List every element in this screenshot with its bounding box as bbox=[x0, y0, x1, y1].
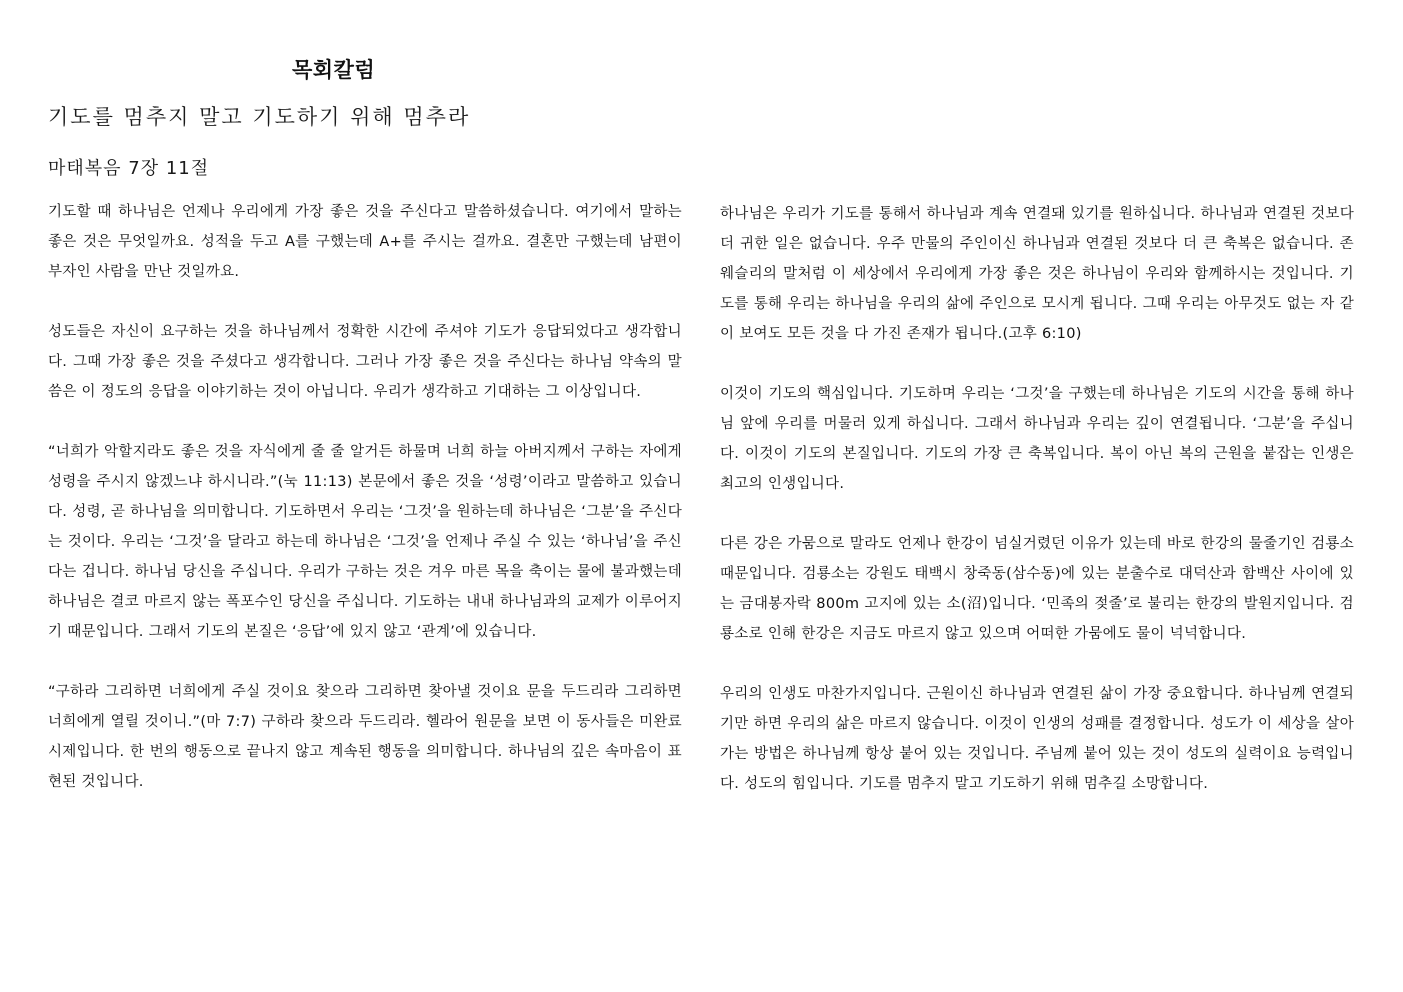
paragraph: “너희가 악할지라도 좋은 것을 자식에게 줄 줄 알거든 하물며 너희 하늘 아버지께서 구하는 자에게 성령을 주시지 않겠느냐 하시니라.”(눅 11:13) 본문에서 좋은 것을 ‘성령’이라고 말씀하고 있습니다. 성령, 곧 하나님을 의미합니다. 기도하면서 우리는 ‘그것’을 원하는데 하나님은 ‘그분’을 주신다는 것이다. 우리는 ‘그것’을 달라고 하는데 하나님은 ‘그것’을 언제나 주실 수 있는 ‘하나님’을 주신다는 겁니다. 하나님 당신을 주십니다. 우리가 구하는 것은 겨우 마른 목을 축이는 물에 불과했는데 하나님은 결코 마르지 않는 폭포수인 당신을 주십니다. 기도하는 내내 하나님과의 교제가 이루어지기 때문입니다. 그래서 기도의 본질은 ‘응답’에 있지 않고 ‘관계’에 있습니다. bbox=[48, 444, 682, 640]
column-heading: 목회칼럼 bbox=[292, 58, 376, 82]
paragraph: 다른 강은 가뭄으로 말라도 언제나 한강이 넘실거렸던 이유가 있는데 바로 한강의 물줄기인 검룡소 때문입니다. 검룡소는 강원도 태백시 창죽동(삼수동)에 있는 분출수로 대덕산과 함백산 사이에 있는 금대봉자락 800m 고지에 있는 소(沼)입니다. ‘민족의 젖줄’로 불리는 한강의 발원지입니다. 검룡소로 인해 한강은 지금도 마르지 않고 있으며 어떠한 가뭄에도 물이 넉넉합니다. bbox=[720, 536, 1354, 642]
paragraph: 이것이 기도의 핵심입니다. 기도하며 우리는 ‘그것’을 구했는데 하나님은 기도의 시간을 통해 하나님 앞에 우리를 머물러 있게 하십니다. 그래서 하나님과 우리는 깊이 연결됩니다. ‘그분’을 주십니다. 이것이 기도의 본질입니다. 기도의 가장 큰 축복입니다. 복이 아닌 복의 근원을 붙잡는 인생은 최고의 인생입니다. bbox=[720, 386, 1354, 492]
paragraph: “구하라 그리하면 너희에게 주실 것이요 찾으라 그리하면 찾아낼 것이요 문을 두드리라 그리하면 너희에게 열릴 것이니.”(마 7:7) 구하라 찾으라 두드리라. 헬라어 원문을 보면 이 동사들은 미완료시제입니다. 한 번의 행동으로 끝나지 않고 계속된 행동을 의미합니다. 하나님의 깊은 속마음이 표현된 것입니다. bbox=[48, 684, 682, 790]
right-column bbox=[720, 199, 1354, 829]
paragraph: 기도할 때 하나님은 언제나 우리에게 가장 좋은 것을 주신다고 말씀하셨습니다. 여기에서 말하는 좋은 것은 무엇일까요. 성적을 두고 A를 구했는데 A+를 주시는 걸까요. 결혼만 구했는데 남편이 부자인 사람을 만난 것일까요. bbox=[48, 204, 682, 280]
article-title: 기도를 멈추지 말고 기도하기 위해 멈추라 bbox=[48, 105, 471, 129]
scripture-reference: 마태복음 7장 11절 bbox=[48, 158, 210, 179]
paragraph: 우리의 인생도 마찬가지입니다. 근원이신 하나님과 연결된 삶이 가장 중요합니다. 하나님께 연결되기만 하면 우리의 삶은 마르지 않습니다. 이것이 인생의 성패를 결정합니다. 성도가 이 세상을 살아가는 방법은 하나님께 항상 붙어 있는 것입니다. 주님께 붙어 있는 것이 성도의 실력이요 능력입니다. 성도의 힘입니다. 기도를 멈추지 말고 기도하기 위해 멈추길 소망합니다. bbox=[720, 686, 1354, 792]
paragraph: 하나님은 우리가 기도를 통해서 하나님과 계속 연결돼 있기를 원하십니다. 하나님과 연결된 것보다 더 귀한 일은 없습니다. 우주 만물의 주인이신 하나님과 연결된 것보다 더 큰 축복은 없습니다. 존 웨슬리의 말처럼 이 세상에서 우리에게 가장 좋은 것은 하나님이 우리와 함께하시는 것입니다. 기도를 통해 우리는 하나님을 우리의 삶에 주인으로 모시게 됩니다. 그때 우리는 아무것도 없는 자 같이 보여도 모든 것을 다 가진 존재가 됩니다.(고후 6:10) bbox=[720, 206, 1354, 342]
left-column bbox=[48, 197, 682, 827]
paragraph: 성도들은 자신이 요구하는 것을 하나님께서 정확한 시간에 주셔야 기도가 응답되었다고 생각합니다. 그때 가장 좋은 것을 주셨다고 생각합니다. 그러나 가장 좋은 것을 주신다는 하나님 약속의 말씀은 이 정도의 응답을 이야기하는 것이 아닙니다. 우리가 생각하고 기대하는 그 이상입니다. bbox=[48, 324, 682, 400]
